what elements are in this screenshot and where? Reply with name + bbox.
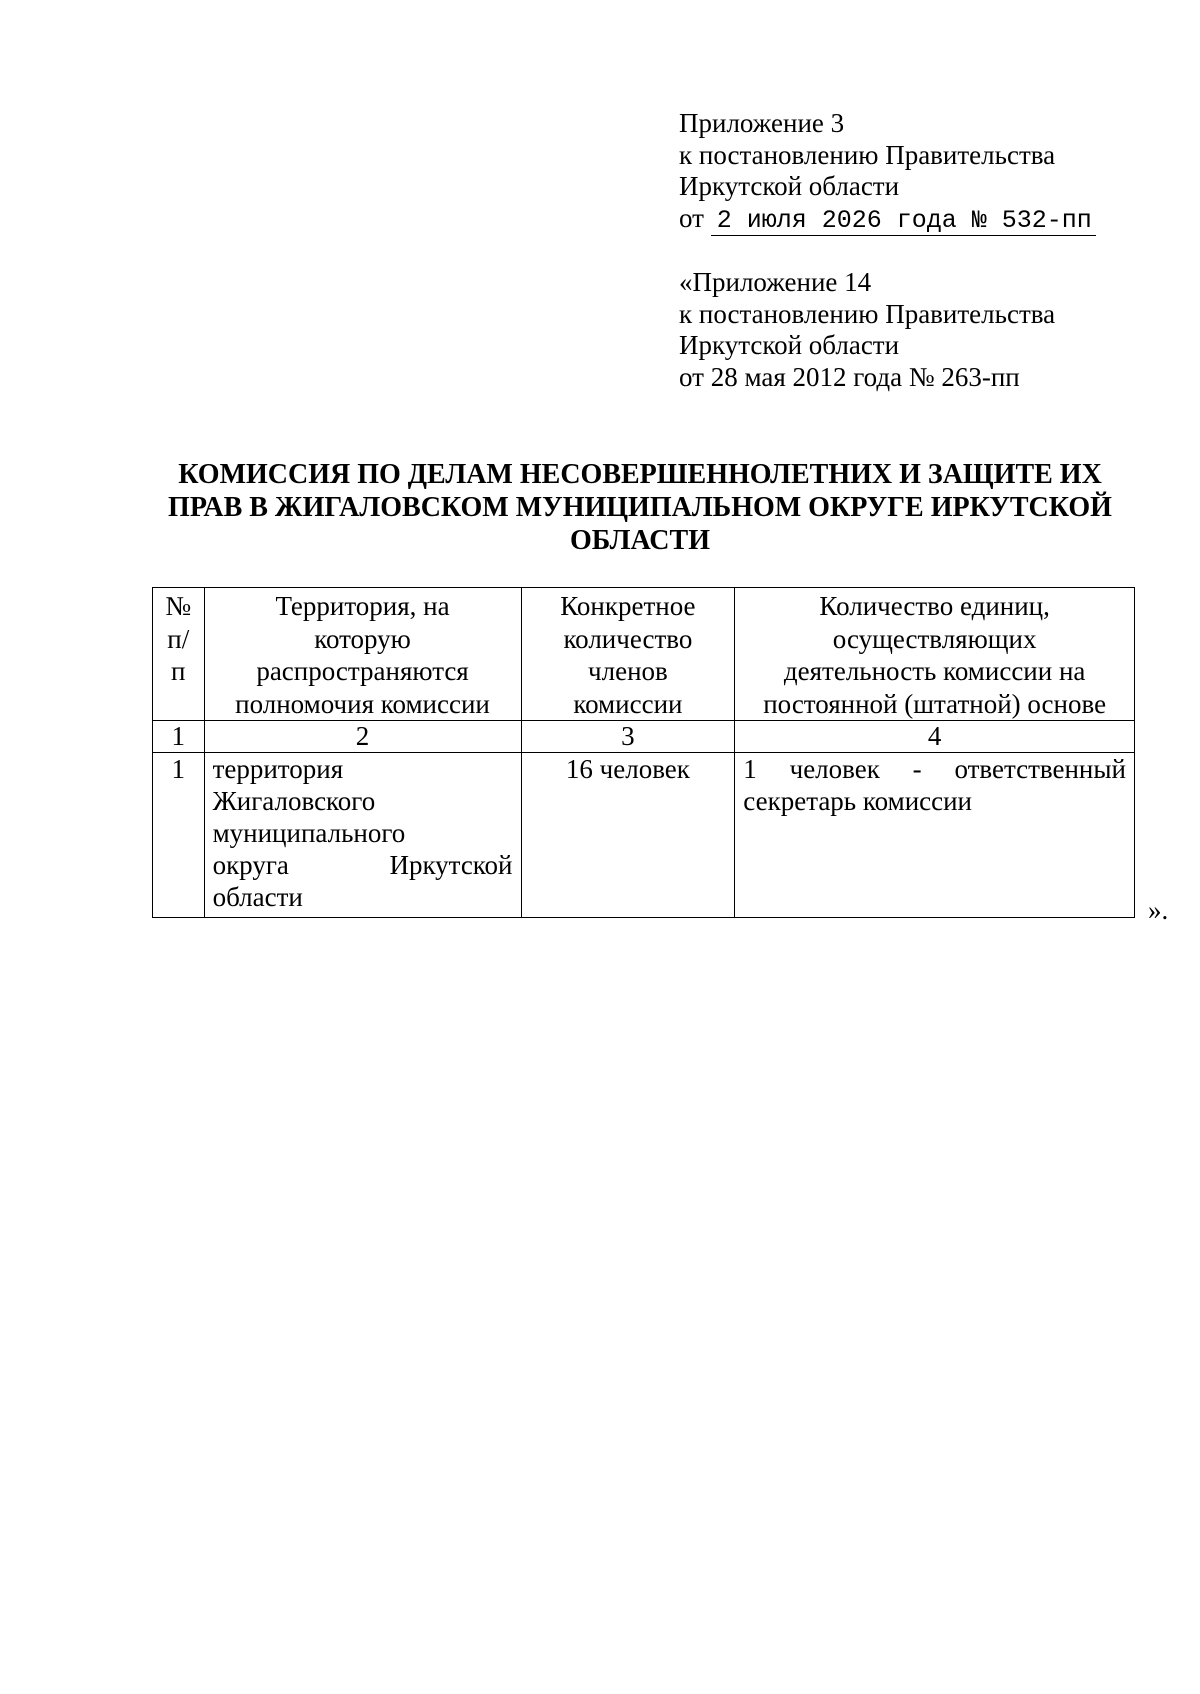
closing-quote-mark: ». (1148, 895, 1169, 925)
header-members-line: Конкретное (560, 591, 696, 621)
staff-justified-line (743, 753, 1126, 785)
territory-line: области (212, 882, 303, 912)
table-header-row (153, 588, 1135, 721)
header-territory-line: которую (314, 623, 411, 654)
header-staff (735, 588, 1135, 721)
territory-line: территория (212, 754, 344, 784)
column-number-cell: 1 (153, 721, 205, 753)
territory-line: муниципального (212, 818, 406, 848)
row-members: 16 человек (521, 753, 735, 918)
header-territory-line: распространяются (256, 656, 469, 686)
staff-word: ответственный (954, 754, 1126, 784)
territory-word: Иркутской (389, 850, 513, 880)
appendix-original-line4: от 28 мая 2012 года № 263-пп (679, 361, 1020, 392)
title-line1: КОМИССИЯ ПО ДЕЛАМ НЕСОВЕРШЕННОЛЕТНИХ И ЗАЩИТЕ ИХ (178, 459, 1102, 490)
date-prefix: от (679, 202, 704, 233)
row-number: 1 (153, 753, 205, 918)
header-members-line: членов (588, 656, 668, 686)
appendix-original-line3: Иркутской области (679, 330, 900, 360)
appendix-original-line1: «Приложение 14 (679, 267, 872, 297)
column-number-row (153, 721, 1135, 753)
header-staff-line: осуществляющих (832, 623, 1037, 654)
appendix-current-date (679, 203, 1179, 237)
header-members-line: комиссии (573, 688, 683, 719)
table-row (153, 753, 1135, 918)
header-staff-line: постоянной (штатной) основе (763, 688, 1107, 719)
row-territory (204, 753, 521, 918)
header-territory (204, 588, 521, 721)
row-staff (735, 753, 1135, 918)
header-number-line: п/п (167, 623, 190, 686)
header-number (153, 588, 205, 721)
appendix-current-line2: к постановлению Правительства (679, 139, 1056, 170)
appendix-current-line1: Приложение 3 (679, 108, 845, 138)
column-number-cell: 4 (735, 721, 1135, 753)
staff-line: секретарь комиссии (743, 786, 973, 816)
appendix-original-line2: к постановлению Правительства (679, 298, 1056, 329)
appendix-original-block (679, 267, 1179, 393)
title-line2: ПРАВ В ЖИГАЛОВСКОМ МУНИЦИПАЛЬНОМ ОКРУГЕ ИРКУТСКОЙ (168, 492, 1112, 523)
date-filled-stamp: 2 июля 2026 года № 532-пп (711, 206, 1096, 236)
territory-justified-line (213, 849, 513, 881)
appendix-current-line3: Иркутской области (679, 171, 900, 201)
header-staff-line: деятельность комиссии на (783, 656, 1086, 686)
header-staff-line: Количество единиц, (819, 591, 1050, 621)
title-line3: ОБЛАСТИ (570, 525, 710, 556)
territory-word: округа (212, 850, 289, 880)
staff-word: - (912, 754, 922, 784)
staff-word: 1 (743, 754, 757, 784)
header-territory-line: полномочия комиссии (235, 688, 490, 719)
header-number-line: № (165, 591, 192, 621)
column-number-cell: 2 (204, 721, 521, 753)
header-territory-line: Территория, на (275, 591, 450, 621)
document-title (140, 458, 1140, 557)
appendix-current-block (679, 108, 1179, 236)
territory-line: Жигаловского (212, 786, 376, 816)
header-members-line: количество (563, 623, 693, 654)
staff-word: человек (789, 754, 880, 784)
column-number-cell: 3 (521, 721, 735, 753)
header-members (521, 588, 735, 721)
commission-table (152, 587, 1135, 918)
